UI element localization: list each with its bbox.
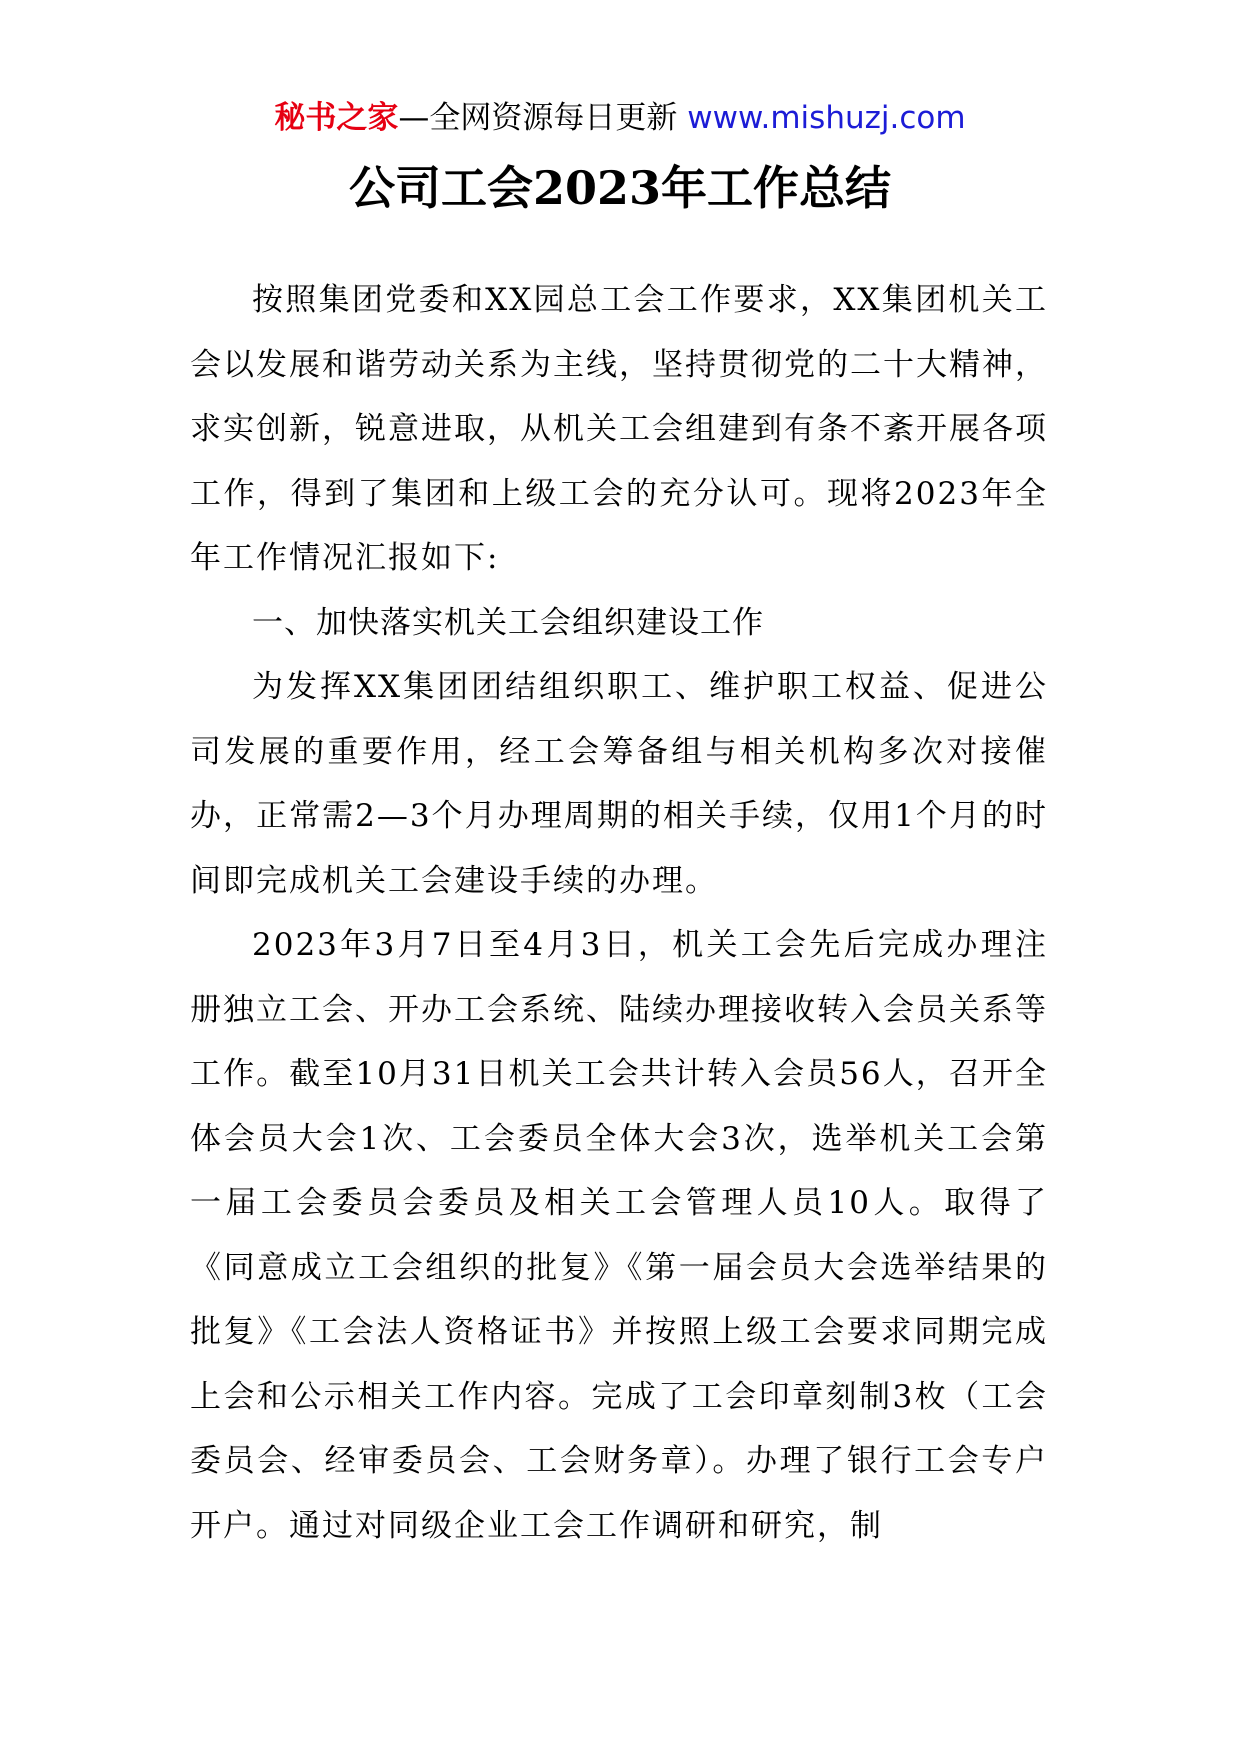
banner-slogan: —全网资源每日更新 [398,100,688,136]
intro-paragraph: 按照集团党委和XX园总工会工作要求，XX集团机关工会以发展和谐劳动关系为主线，坚持贯彻党的二十大精神，求实创新，锐意进取，从机关工会组建到有条不紊开展各项工作，得到了集团和上级工会的充分认可。现将2023年全年工作情况汇报如下: [190,282,1048,576]
banner-url-link[interactable]: www.mishuzj.com [687,100,966,136]
document-body [190,268,1048,1558]
watermark-banner [0,96,1240,140]
body-paragraph: 为发挥XX集团团结组织职工、维护职工权益、促进公司发展的重要作用，经工会筹备组与相关机构多次对接催办，正常需2—3个月办理周期的相关手续，仅用1个月的时间即完成机关工会建设手续的办理。 [190,669,1048,899]
document-title: 公司工会2023年工作总结 [348,161,892,215]
banner-brand: 秘书之家 [274,100,399,136]
body-paragraph: 2023年3月7日至4月3日，机关工会先后完成办理注册独立工会、开办工会系统、陆续办理接收转入会员关系等工作。截至10月31日机关工会共计转入会员56人，召开全体会员大会1次、工会委员全体大会3次，选举机关工会第一届工会委员会委员及相关工会管理人员10人。取得了《同意成立工会组织的批复》《第一届会员大会选举结果的批复》《工会法人资格证书》并按照上级工会要求同期完成上会和公示相关工作内容。完成了工会印章刻制3枚（工会委员会、经审委员会、工会财务章）。办理了银行工会专户开户。通过对同级企业工会工作调研和研究，制 [190,927,1048,1544]
section-heading-1: 一、加快落实机关工会组织建设工作 [252,604,764,641]
